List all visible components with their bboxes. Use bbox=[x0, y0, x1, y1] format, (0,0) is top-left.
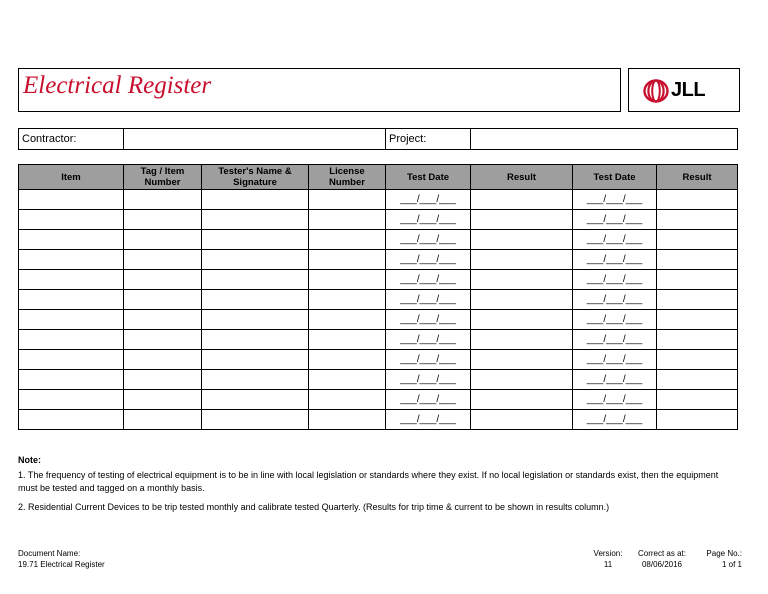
table-cell[interactable] bbox=[309, 370, 386, 390]
table-cell[interactable] bbox=[657, 270, 738, 290]
column-header-tag-number: Tag / Item Number bbox=[124, 165, 202, 190]
test-date-cell[interactable]: ___/___/___ bbox=[386, 410, 471, 430]
table-cell[interactable] bbox=[657, 390, 738, 410]
table-cell[interactable] bbox=[202, 370, 309, 390]
register-table bbox=[18, 164, 738, 430]
table-row bbox=[19, 250, 738, 270]
table-cell[interactable] bbox=[124, 310, 202, 330]
table-cell[interactable] bbox=[309, 270, 386, 290]
table-cell[interactable] bbox=[124, 350, 202, 370]
table-row bbox=[19, 410, 738, 430]
correct-as-at-label: Correct as at: bbox=[637, 549, 686, 558]
footer-document-name bbox=[18, 548, 105, 570]
table-row bbox=[19, 350, 738, 370]
table-cell[interactable] bbox=[657, 310, 738, 330]
table-cell[interactable] bbox=[471, 250, 573, 270]
test-date-cell[interactable]: ___/___/___ bbox=[386, 290, 471, 310]
table-cell[interactable] bbox=[19, 250, 124, 270]
table-cell[interactable] bbox=[309, 250, 386, 270]
table-cell[interactable] bbox=[471, 270, 573, 290]
table-row bbox=[19, 190, 738, 210]
contractor-field[interactable] bbox=[124, 129, 386, 150]
table-cell[interactable] bbox=[202, 310, 309, 330]
table-cell[interactable] bbox=[124, 270, 202, 290]
table-cell[interactable] bbox=[124, 390, 202, 410]
project-label: Project: bbox=[386, 129, 471, 150]
table-row bbox=[19, 270, 738, 290]
table-cell[interactable] bbox=[471, 330, 573, 350]
test-date-cell[interactable]: ___/___/___ bbox=[573, 330, 657, 350]
table-cell[interactable] bbox=[19, 190, 124, 210]
table-cell[interactable] bbox=[19, 230, 124, 250]
column-header-tester-name: Tester's Name & Signature bbox=[202, 165, 309, 190]
notes-section bbox=[18, 454, 738, 520]
correct-as-at-value: 08/06/2016 bbox=[641, 560, 683, 569]
test-date-cell[interactable]: ___/___/___ bbox=[573, 270, 657, 290]
table-cell[interactable] bbox=[202, 230, 309, 250]
table-cell[interactable] bbox=[19, 310, 124, 330]
table-cell[interactable] bbox=[19, 270, 124, 290]
table-cell[interactable] bbox=[657, 210, 738, 230]
test-date-cell[interactable]: ___/___/___ bbox=[386, 310, 471, 330]
test-date-cell[interactable]: ___/___/___ bbox=[386, 230, 471, 250]
table-cell[interactable] bbox=[309, 410, 386, 430]
table-cell[interactable] bbox=[471, 230, 573, 250]
table-cell[interactable] bbox=[657, 410, 738, 430]
table-cell[interactable] bbox=[309, 190, 386, 210]
table-cell[interactable] bbox=[124, 290, 202, 310]
column-header-result-2: Result bbox=[657, 165, 738, 190]
test-date-cell[interactable]: ___/___/___ bbox=[573, 250, 657, 270]
document-name-value: 19.71 Electrical Register bbox=[18, 560, 105, 569]
table-cell[interactable] bbox=[202, 390, 309, 410]
table-cell[interactable] bbox=[471, 310, 573, 330]
table-cell[interactable] bbox=[309, 210, 386, 230]
table-cell[interactable] bbox=[657, 290, 738, 310]
version-label: Version: bbox=[593, 549, 623, 558]
page-number-label: Page No.: bbox=[706, 549, 742, 558]
test-date-cell[interactable]: ___/___/___ bbox=[573, 410, 657, 430]
title-box bbox=[18, 68, 621, 112]
note-item-2: 2. Residential Current Devices to be trip tested monthly and calibrate tested Quarterly. (Results for trip time & current to be shown in results column.) bbox=[18, 502, 610, 512]
table-cell[interactable] bbox=[202, 190, 309, 210]
table-cell[interactable] bbox=[19, 350, 124, 370]
table-cell[interactable] bbox=[202, 250, 309, 270]
note-item-1: 1. The frequency of testing of electrical equipment is to be in line with local legislation or standards where they exist. If no local legislation or standards exist, then the equipment must be tested and tagged on a monthly basis. bbox=[18, 470, 719, 493]
document-name-label: Document Name: bbox=[18, 549, 81, 558]
table-row bbox=[19, 330, 738, 350]
table-cell[interactable] bbox=[657, 330, 738, 350]
footer-version bbox=[588, 548, 628, 570]
test-date-cell[interactable]: ___/___/___ bbox=[573, 370, 657, 390]
version-value: 11 bbox=[603, 560, 613, 569]
info-table bbox=[18, 128, 738, 150]
table-cell[interactable] bbox=[124, 190, 202, 210]
table-row bbox=[19, 310, 738, 330]
table-cell[interactable] bbox=[471, 350, 573, 370]
table-cell[interactable] bbox=[124, 250, 202, 270]
page-number-value: 1 of 1 bbox=[721, 560, 742, 569]
test-date-cell[interactable]: ___/___/___ bbox=[573, 290, 657, 310]
footer-page-number bbox=[698, 548, 742, 570]
table-cell[interactable] bbox=[202, 270, 309, 290]
test-date-cell[interactable]: ___/___/___ bbox=[573, 390, 657, 410]
test-date-cell[interactable]: ___/___/___ bbox=[386, 350, 471, 370]
table-cell[interactable] bbox=[309, 390, 386, 410]
table-cell[interactable] bbox=[202, 330, 309, 350]
table-cell[interactable] bbox=[471, 290, 573, 310]
table-row bbox=[19, 290, 738, 310]
test-date-cell[interactable]: ___/___/___ bbox=[386, 270, 471, 290]
table-row bbox=[19, 370, 738, 390]
test-date-cell[interactable]: ___/___/___ bbox=[386, 210, 471, 230]
test-date-cell[interactable]: ___/___/___ bbox=[386, 330, 471, 350]
table-cell[interactable] bbox=[309, 230, 386, 250]
table-cell[interactable] bbox=[202, 410, 309, 430]
table-cell[interactable] bbox=[309, 290, 386, 310]
table-cell[interactable] bbox=[202, 350, 309, 370]
table-cell[interactable] bbox=[471, 390, 573, 410]
table-cell[interactable] bbox=[19, 390, 124, 410]
column-header-license-number: License Number bbox=[309, 165, 386, 190]
table-cell[interactable] bbox=[471, 210, 573, 230]
table-cell[interactable] bbox=[657, 370, 738, 390]
footer-correct-as-at bbox=[632, 548, 692, 570]
table-cell[interactable] bbox=[657, 350, 738, 370]
table-row bbox=[19, 210, 738, 230]
table-cell[interactable] bbox=[471, 410, 573, 430]
table-row bbox=[19, 390, 738, 410]
table-cell[interactable] bbox=[19, 290, 124, 310]
table-cell[interactable] bbox=[202, 290, 309, 310]
page-title: Electrical Register bbox=[23, 72, 212, 99]
test-date-cell[interactable]: ___/___/___ bbox=[386, 190, 471, 210]
table-cell[interactable] bbox=[309, 350, 386, 370]
table-cell[interactable] bbox=[19, 330, 124, 350]
test-date-cell[interactable]: ___/___/___ bbox=[386, 390, 471, 410]
table-cell[interactable] bbox=[657, 190, 738, 210]
table-cell[interactable] bbox=[309, 330, 386, 350]
test-date-cell[interactable]: ___/___/___ bbox=[573, 310, 657, 330]
table-cell[interactable] bbox=[124, 230, 202, 250]
register-body bbox=[19, 190, 738, 430]
table-cell[interactable] bbox=[202, 210, 309, 230]
column-header-test-date-2: Test Date bbox=[573, 165, 657, 190]
test-date-cell[interactable]: ___/___/___ bbox=[573, 190, 657, 210]
jll-logo-icon bbox=[643, 79, 669, 103]
table-cell[interactable] bbox=[124, 210, 202, 230]
table-cell[interactable] bbox=[19, 210, 124, 230]
table-cell[interactable] bbox=[124, 330, 202, 350]
logo-box bbox=[628, 68, 740, 112]
test-date-cell[interactable]: ___/___/___ bbox=[573, 350, 657, 370]
table-cell[interactable] bbox=[309, 310, 386, 330]
table-cell[interactable] bbox=[19, 370, 124, 390]
test-date-cell[interactable]: ___/___/___ bbox=[386, 250, 471, 270]
logo-text: JLL bbox=[671, 79, 706, 101]
table-cell[interactable] bbox=[657, 250, 738, 270]
contractor-label: Contractor: bbox=[19, 129, 124, 150]
table-cell[interactable] bbox=[471, 370, 573, 390]
test-date-cell[interactable]: ___/___/___ bbox=[573, 230, 657, 250]
notes-title: Note: bbox=[18, 455, 41, 465]
table-header-row bbox=[19, 165, 738, 190]
table-cell[interactable] bbox=[471, 190, 573, 210]
column-header-test-date: Test Date bbox=[386, 165, 471, 190]
test-date-cell[interactable]: ___/___/___ bbox=[573, 210, 657, 230]
table-cell[interactable] bbox=[124, 370, 202, 390]
column-header-result: Result bbox=[471, 165, 573, 190]
project-field[interactable] bbox=[471, 129, 738, 150]
table-cell[interactable] bbox=[124, 410, 202, 430]
table-cell[interactable] bbox=[657, 230, 738, 250]
test-date-cell[interactable]: ___/___/___ bbox=[386, 370, 471, 390]
table-row bbox=[19, 230, 738, 250]
table-cell[interactable] bbox=[19, 410, 124, 430]
column-header-item: Item bbox=[19, 165, 124, 190]
